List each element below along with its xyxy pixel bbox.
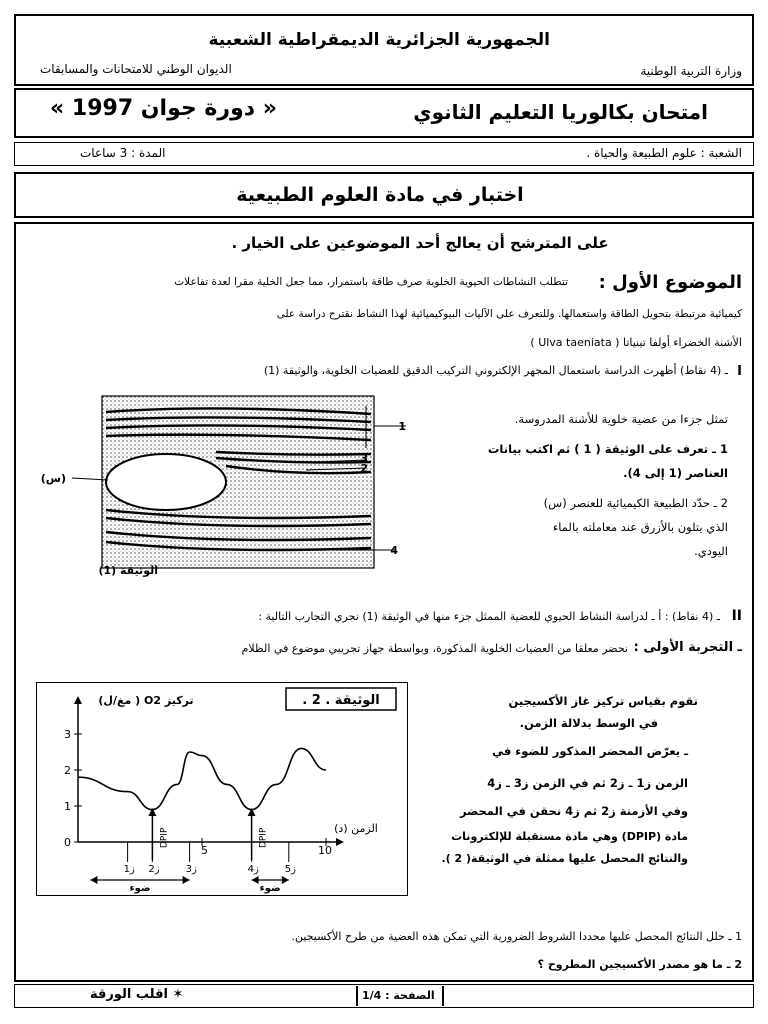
doc1-label-1: 1 bbox=[398, 420, 406, 433]
q2-b: الذي يتلون بالأزرق عند معاملته بالماء bbox=[552, 520, 728, 534]
right-text-7: والنتائج المحصل عليها ممثلة في الوثيقة( 2 ). bbox=[441, 852, 688, 865]
footer-turn-page bbox=[90, 987, 183, 1002]
doc2-chart bbox=[36, 682, 408, 896]
y-tick-label: 3 bbox=[64, 728, 71, 741]
right-text-1: نقوم بقياس تركيز غاز الأكسيجين bbox=[508, 694, 698, 708]
right-text-6: مادة (DPIP) وهي مادة مستقبلة للإلكترونات bbox=[451, 830, 688, 843]
dpip-label: DPIP bbox=[159, 827, 170, 849]
topic1-intro-3: الأشنة الخضراء أولفا تينياتا ( Ulva taeniata ) bbox=[530, 336, 742, 349]
doc1-label-3: 3 bbox=[360, 452, 368, 465]
o2-curve bbox=[78, 748, 326, 809]
right-text-2: في الوسط بدلالة الزمن. bbox=[519, 716, 658, 730]
exam-title: امتحان بكالوريا التعليم الثانوي bbox=[413, 100, 708, 124]
q2-a: 2 ـ حدّد الطبيعة الكيميائية للعنصر (س) bbox=[543, 496, 728, 510]
q1-b: العناصر (1 إلى 4). bbox=[623, 466, 728, 480]
session-label bbox=[50, 96, 277, 121]
doc1-label-2: 2 bbox=[360, 462, 368, 475]
light-period-arrow-right bbox=[183, 876, 190, 884]
q2-c: اليودي. bbox=[694, 544, 728, 558]
y-tick-label: 0 bbox=[64, 836, 71, 849]
light-period-arrow-left bbox=[90, 876, 97, 884]
footer-turn-text: اقلب الورقة bbox=[90, 987, 168, 1002]
chart-title: الوثيقة . 2 . bbox=[302, 693, 380, 708]
right-text-4: الزمن ز1 ـ ز2 ثم في الزمن ز3 ـ ز4 bbox=[487, 776, 688, 790]
doc1-micrograph bbox=[40, 392, 426, 578]
ministry-label: وزارة التربية الوطنية bbox=[640, 64, 742, 78]
republic-title: الجمهورية الجزائرية الديمقراطية الشعبية bbox=[208, 30, 550, 50]
session-text: دورة جوان 1997 bbox=[71, 96, 256, 121]
topic1-heading: الموضوع الأول : bbox=[598, 272, 742, 293]
footer-divider bbox=[356, 986, 358, 1006]
duration-label: المدة : 3 ساعات bbox=[80, 146, 166, 160]
time-marker-label: ز2 bbox=[148, 864, 160, 875]
topic1-intro-1: تتطلب النشاطات الحيوية الخلوية صرف طاقة باستمرار، مما جعل الخلية مقرا لعدة تفاعلات bbox=[174, 276, 568, 288]
footer-divider-2 bbox=[442, 986, 444, 1006]
footer-page-label: الصفحة : 1/4 bbox=[362, 989, 435, 1002]
light-period-arrow-left bbox=[252, 876, 259, 884]
doc1-label-4: 4 bbox=[390, 544, 398, 557]
footer-star: ✶ bbox=[167, 987, 184, 1002]
right-text-5: وفي الأزمنة ز2 ثم ز4 نحقن في المحضر bbox=[459, 804, 688, 818]
x-tick-label: 10 bbox=[318, 844, 332, 857]
chart-ylabel: تركيز O2 ( مغ/ل) bbox=[98, 694, 194, 707]
part2-label: II bbox=[731, 608, 742, 624]
light-period-label: ضوء bbox=[129, 883, 151, 894]
x-axis-arrow bbox=[336, 838, 344, 846]
dpip-label: DPIP bbox=[258, 827, 269, 849]
topic1-intro-2: كيميائية مرتبطة بتحويل الطاقة واستعمالها. وللتعرف على الآليات البيوكيميائية لهذا النشاط نقترح دراسة على bbox=[276, 308, 742, 320]
light-period-arrow-right bbox=[282, 876, 289, 884]
session-deco-left: « bbox=[262, 96, 277, 121]
y-tick-label: 2 bbox=[64, 764, 71, 777]
light-period-label: ضوء bbox=[259, 883, 281, 894]
session-deco-right: » bbox=[50, 96, 65, 121]
exp1-text: نحضر معلقا من العضيات الخلوية المذكورة، وبواسطة جهاز تجريبي موضوع في الظلام bbox=[241, 642, 628, 655]
exp1-heading: ـ التجربة الأولى : bbox=[633, 640, 742, 655]
time-marker-label: ز5 bbox=[284, 864, 297, 875]
instruction: على المترشح أن يعالج أحد الموضوعين على الخيار . bbox=[231, 234, 609, 252]
y-tick-label: 1 bbox=[64, 800, 71, 813]
part1-desc: تمثل جزءا من عضية خلوية للأشنة المدروسة. bbox=[514, 412, 728, 426]
part1-text: ـ (4 نقاط) أظهرت الدراسة باستعمال المجهر الإلكتروني التركيب الدقيق للعضيات الخلوية، والوثيقة (1) bbox=[263, 364, 728, 377]
starch-grain bbox=[106, 454, 226, 510]
time-marker-label: ز4 bbox=[247, 864, 259, 875]
x-tick-label: 5 bbox=[201, 844, 208, 857]
time-marker-label: ز3 bbox=[185, 864, 197, 875]
chart-xlabel: الزمن (د) bbox=[334, 822, 378, 835]
doc1-label-s: (س) bbox=[40, 472, 66, 485]
branch-label: الشعبة : علوم الطبيعة والحياة . bbox=[586, 146, 742, 160]
part2-text: ـ (4 نقاط) : أ ـ لدراسة النشاط الحيوي للعضية الممثل جزء منها في الوثيقة (1) نجري التجارب التالية : bbox=[258, 610, 720, 623]
doc1-caption: الوثيقة (1) bbox=[98, 564, 158, 577]
question-1: 1 ـ حلل النتائج المحصل عليها محددا الشروط الضرورية التي تمكن هذه العضية من طرح الأكسيجين. bbox=[291, 930, 742, 943]
right-text-3: ـ يعرّض المحضر المذكور للضوء في bbox=[492, 744, 688, 758]
part1-label: I bbox=[737, 364, 742, 379]
office-label: الديوان الوطني للامتحانات والمسابقات bbox=[40, 62, 232, 76]
question-2: 2 ـ ما هو مصدر الأكسيجين المطروح ؟ bbox=[537, 958, 742, 971]
y-axis-arrow bbox=[74, 696, 82, 704]
time-marker-label: ز1 bbox=[123, 864, 135, 875]
q1-a: 1 ـ تعرف على الوثيقة ( 1 ) ثم اكتب بيانات bbox=[487, 442, 728, 456]
subject-title: اختبار في مادة العلوم الطبيعية bbox=[236, 184, 524, 206]
